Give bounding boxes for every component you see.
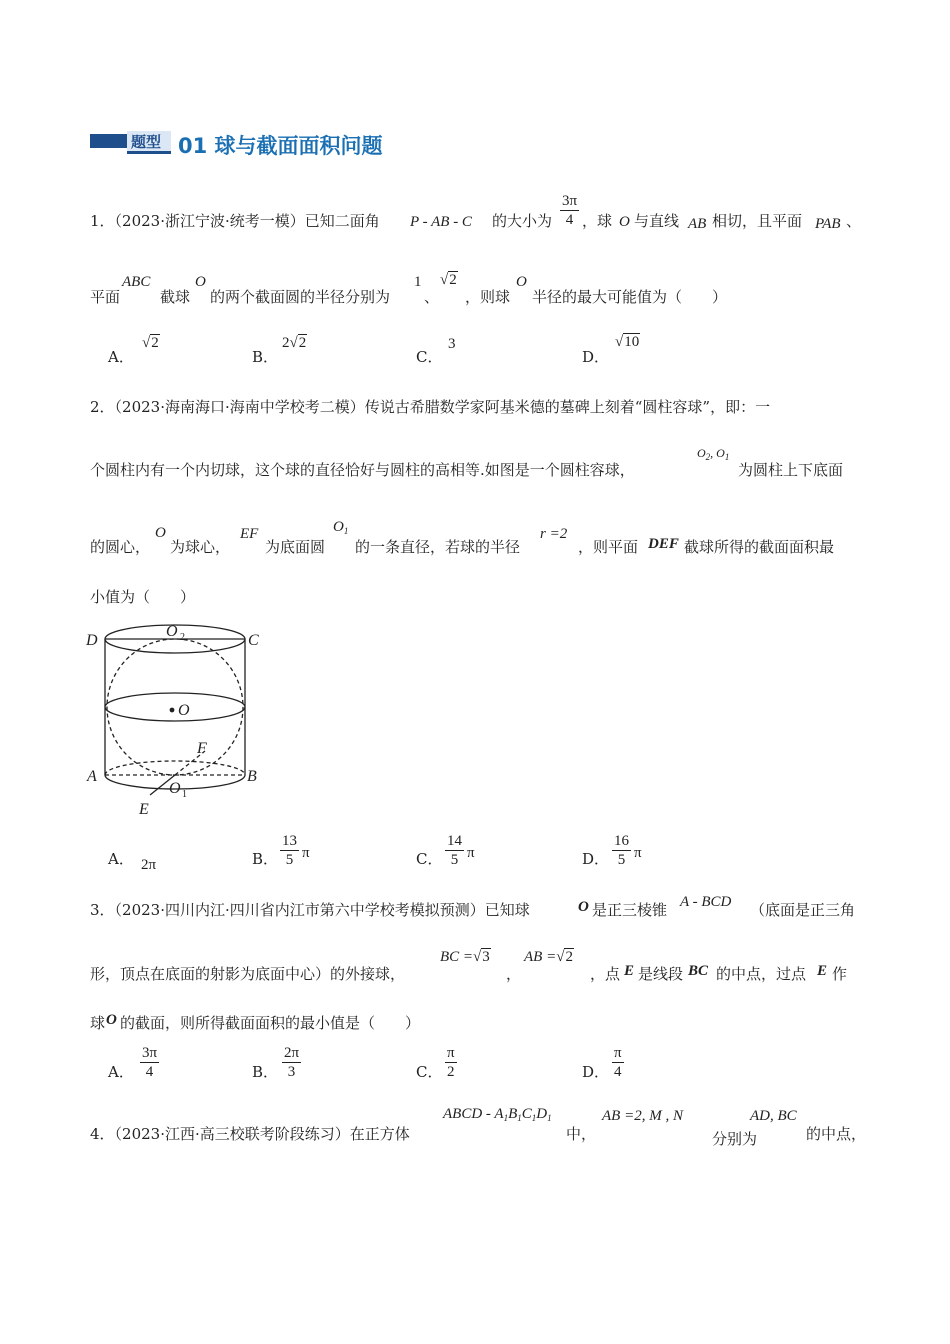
q1-option-c-label: C． — [416, 348, 443, 366]
q3-abcd: A - BCD — [680, 894, 732, 910]
q1-line2-d: ，则球 — [465, 288, 511, 306]
middle-ellipse — [105, 693, 245, 721]
q2-def: DEF — [648, 536, 679, 552]
q1-text-b: 的大小为 — [492, 212, 553, 230]
q2-line1: 2．（2023·海南海口·海南中学校考二模）传说古希腊数学家阿基米德的墓碑上刻着“圆柱容球”，即：一 — [90, 398, 771, 416]
q2-line2-b: 为圆柱上下底面 — [738, 461, 844, 479]
q1-text-f: 、 — [846, 212, 862, 230]
q2-ef: EF — [240, 526, 259, 542]
q2-option-b-pi: π — [302, 845, 310, 861]
center-dot — [170, 708, 175, 713]
q2-line3-a: 的圆心， — [90, 538, 151, 556]
q3-o: O — [578, 899, 589, 915]
q2-line3-c: 为底面圆 — [265, 538, 326, 556]
section-title: 01 球与截面面积问题 — [178, 134, 383, 158]
q2-option-d-label: D． — [582, 850, 610, 868]
q1-line1: 1．（2023·浙江宁波·统考一模）已知二面角 — [90, 212, 380, 230]
label-d: D — [86, 632, 98, 649]
q1-option-d-label: D． — [582, 348, 610, 366]
label-o: O — [178, 702, 190, 719]
q3-option-c-label: C． — [416, 1063, 443, 1081]
q1-sep: 、 — [424, 288, 440, 306]
label-b: B — [247, 768, 257, 785]
q1-line2-e: 半径的最大可能值为（ ） — [532, 288, 728, 306]
q3-option-a-label: A． — [108, 1063, 134, 1081]
q3-option-d: $\frac{\pi}{4}$ — [614, 1045, 622, 1080]
q1-o: O — [619, 214, 630, 230]
q2-option-b-label: B． — [252, 850, 279, 868]
q3-line2-e: 作 — [832, 965, 848, 983]
q1-ab: AB — [688, 216, 707, 232]
q3-line2-d: 的中点，过点 — [716, 965, 807, 983]
label-e: E — [139, 801, 149, 818]
sphere-circle — [107, 639, 243, 775]
q1-option-a-label: A． — [108, 348, 134, 366]
q1-option-d: √10 — [615, 334, 640, 350]
q1-text-d: 与直线 — [634, 212, 680, 230]
q3-e2: E — [817, 963, 828, 979]
q2-option-c-label: C． — [416, 850, 443, 868]
q3-line1-b: 是正三棱锥 — [592, 901, 668, 919]
q3-option-b: $\frac{2\pi}{3}$ — [284, 1045, 300, 1080]
q3-comma: ， — [506, 965, 522, 983]
q1-o2: O — [195, 274, 206, 290]
q3-line3-a: 球 — [90, 1014, 106, 1032]
q4-text-d: 的中点， — [806, 1125, 867, 1143]
q2-o2o1: $O_2$, $O_1$ — [697, 446, 730, 462]
q1-text-c: ，球 — [582, 212, 613, 230]
q1-text-e: 相切，且平面 — [712, 212, 803, 230]
q3-option-a: $\frac{3\pi}{4}$ — [142, 1045, 158, 1080]
q3-e: E — [624, 963, 635, 979]
header-tag — [127, 131, 171, 154]
q4-adbc: AD, BC — [750, 1108, 797, 1124]
q1-option-c: 3 — [448, 336, 456, 352]
q4-ab: AB =2, M , N — [602, 1108, 683, 1124]
q2-line3-b: 为球心， — [170, 538, 231, 556]
q2-o1: $O_1$ — [333, 519, 349, 536]
q1-r2: √2 — [440, 272, 457, 288]
q3-line2-a: 形，顶点在底面的射影为底面中心）的外接球， — [90, 965, 406, 983]
q4-cube: ABCD - $A_1B_1C_1D_1$ — [443, 1106, 552, 1123]
q1-o3: O — [516, 274, 527, 290]
q3-option-b-label: B． — [252, 1063, 279, 1081]
q3-ab: AB =√2 — [524, 949, 573, 965]
q1-line2-b: 截球 — [160, 288, 191, 306]
q2-option-d-pi: π — [634, 845, 642, 861]
q1-expr1: P - AB - C — [410, 214, 472, 230]
q3-line1: 3．（2023·四川内江·四川省内江市第六中学校考模拟预测）已知球 — [90, 901, 530, 919]
label-f: F — [197, 740, 207, 757]
q1-line2-a: 平面 — [90, 288, 121, 306]
q3-line2-c: 是线段 — [638, 965, 684, 983]
q4-line1: 4．（2023·江西·高三校联考阶段练习）在正方体 — [90, 1125, 410, 1143]
q1-option-b: 2√2 — [282, 335, 307, 351]
q1-abc: ABC — [122, 274, 151, 290]
cylinder-sphere-figure — [80, 615, 280, 825]
header-bar — [90, 134, 128, 148]
q1-pab: PAB — [815, 216, 841, 232]
q2-option-a-label: A． — [108, 850, 134, 868]
q1-r1: 1 — [414, 274, 422, 290]
q3-o2: O — [106, 1012, 117, 1028]
q2-o: O — [155, 525, 166, 541]
q4-text-c: 分别为 — [712, 1130, 758, 1148]
q2-option-b: $\frac{13}{5}$ — [282, 833, 297, 868]
label-c: C — [248, 632, 259, 649]
q2-line3-f: 截球所得的截面面积最 — [684, 538, 835, 556]
bottom-back-arc — [105, 761, 245, 775]
q1-option-b-label: B． — [252, 348, 279, 366]
q1-line2-c: 的两个截面圆的半径分别为 — [210, 288, 391, 306]
q3-bc2: BC — [688, 963, 709, 979]
q1-fraction: $\frac{3\pi}{4}$ — [562, 193, 578, 228]
q2-line4: 小值为（ ） — [90, 588, 196, 606]
label-a: A — [87, 768, 97, 785]
q2-option-d: $\frac{16}{5}$ — [614, 833, 629, 868]
label-o2-sub: 2 — [180, 632, 185, 643]
q2-line3-e: ，则平面 — [578, 538, 639, 556]
q1-option-a: √2 — [142, 335, 159, 351]
q3-bc: BC =√3 — [440, 949, 490, 965]
q2-option-c-pi: π — [467, 845, 475, 861]
q2-option-c: $\frac{14}{5}$ — [447, 833, 462, 868]
header-tag-label: 题型 — [131, 133, 162, 151]
q3-line3-b: 的截面，则所得截面面积的最小值是（ ） — [120, 1014, 421, 1032]
q3-option-c: $\frac{\pi}{2}$ — [447, 1045, 455, 1080]
q2-line2-a: 个圆柱内有一个内切球，这个球的直径恰好与圆柱的高相等.如图是一个圆柱容球， — [90, 461, 635, 479]
q3-option-d-label: D． — [582, 1063, 610, 1081]
label-o1: O — [169, 780, 181, 797]
q2-option-a: 2π — [141, 857, 157, 873]
q2-line3-d: 的一条直径，若球的半径 — [355, 538, 521, 556]
q4-text-b: 中， — [566, 1125, 597, 1143]
label-o1-sub: 1 — [182, 789, 187, 800]
label-o2: O — [166, 623, 178, 640]
q2-r: r =2 — [540, 526, 568, 542]
q3-line2-b: ，点 — [590, 965, 621, 983]
q3-line1-c: （底面是正三角 — [750, 901, 856, 919]
